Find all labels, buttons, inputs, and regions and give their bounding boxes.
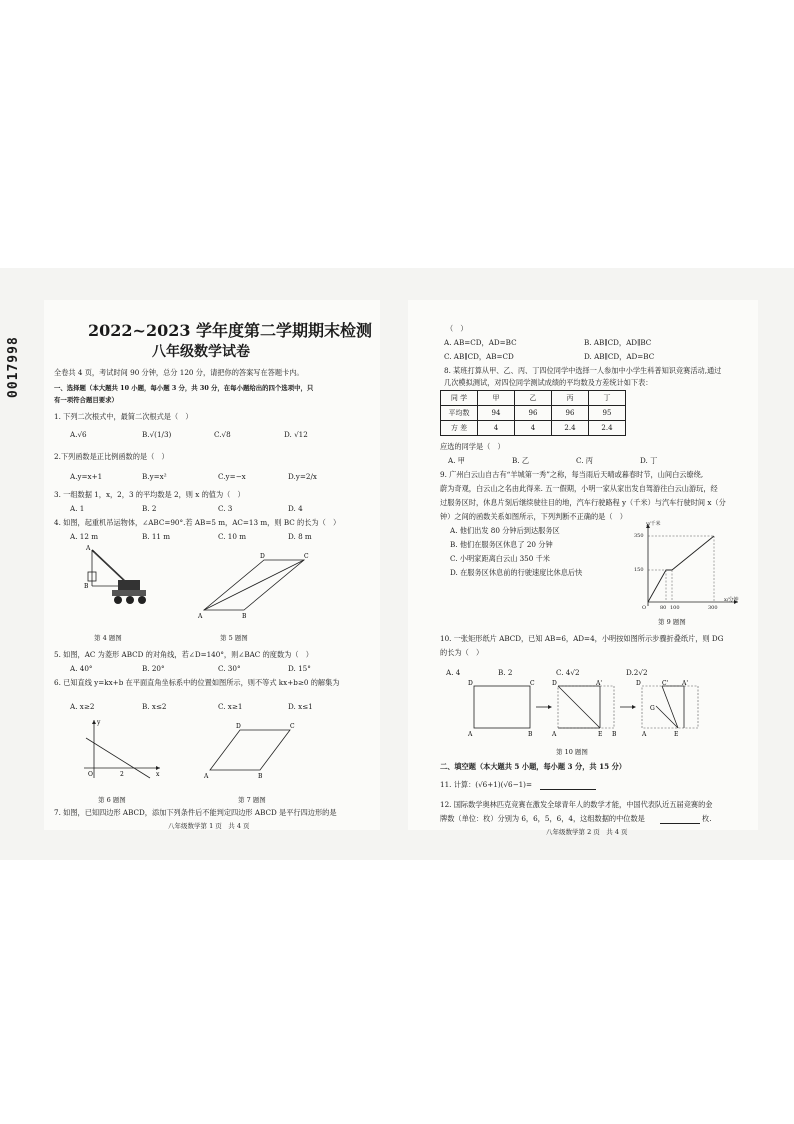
q7-option-d: D. AB∥CD，AD=BC bbox=[584, 352, 655, 361]
right-page-footer: 八年级数学第 2 页 共 4 页 bbox=[546, 828, 628, 836]
q10-stem: 10. 一张矩形纸片 ABCD，已知 AB=6，AD=4，小明按如图所示步骤折叠纸片，则 DG bbox=[440, 634, 724, 643]
table-row bbox=[441, 406, 626, 421]
q6-option-b: B. x≤2 bbox=[142, 702, 167, 711]
fig6-caption: 第 6 题图 bbox=[98, 796, 126, 804]
svg-text:B: B bbox=[242, 613, 247, 620]
table-cell: 96 bbox=[515, 406, 552, 421]
graph-x-tick-80: 80 bbox=[660, 605, 667, 611]
table-cell: 丙 bbox=[552, 391, 589, 406]
graph-x-tick-100: 100 bbox=[670, 605, 680, 611]
q6-stem: 6. 已知直线 y=kx+b 在平面直角坐标系中的位置如图所示，则不等式 kx+b≥0 的解集为 bbox=[54, 678, 340, 687]
svg-text:A: A bbox=[86, 545, 91, 552]
folding-steps-figure bbox=[466, 680, 736, 742]
q5-option-a: A. 40° bbox=[70, 664, 93, 673]
table-cell: 2.4 bbox=[552, 421, 589, 436]
q8-stem-3: 应选的同学是（ ） bbox=[440, 442, 505, 451]
q5-option-c: C. 30° bbox=[218, 664, 241, 673]
fig5-caption: 第 5 题图 bbox=[220, 634, 248, 642]
svg-text:B: B bbox=[528, 731, 533, 738]
q1-option-c: C.√8 bbox=[214, 430, 231, 439]
q3-option-d: D. 4 bbox=[288, 504, 303, 513]
q4-option-d: D. 8 m bbox=[288, 532, 312, 541]
svg-text:E: E bbox=[674, 731, 679, 738]
svg-text:C: C bbox=[530, 680, 535, 687]
q8-option-a: A. 甲 bbox=[448, 456, 465, 465]
graph-y-tick-350: 350 bbox=[634, 533, 644, 539]
line-graph-figure bbox=[80, 716, 164, 782]
svg-text:A': A' bbox=[682, 680, 688, 687]
q4-stem: 4. 如图，起重机吊运物体，∠ABC=90°.若 AB=5 m，AC=13 m，则 BC 的长为（ ） bbox=[54, 518, 341, 527]
q9-option-b: B. 他们在服务区休息了 20 分钟 bbox=[450, 540, 553, 549]
table-header-row bbox=[441, 391, 626, 406]
q6-option-c: C. x≥1 bbox=[218, 702, 243, 711]
table-cell: 方 差 bbox=[441, 421, 478, 436]
table-cell: 94 bbox=[478, 406, 515, 421]
q7-continuation: （ ） bbox=[446, 324, 468, 333]
svg-text:D: D bbox=[552, 680, 557, 687]
q10-option-a: A. 4 bbox=[446, 668, 461, 677]
table-cell: 平均数 bbox=[441, 406, 478, 421]
q2-option-b: B.y=x² bbox=[142, 472, 167, 481]
svg-text:O: O bbox=[88, 771, 93, 778]
q9-stem-2: 蔚为奇观，白云山之名由此得来. 五一假期，小明一家从家出发自驾游往白云山游玩，经 bbox=[440, 484, 718, 493]
table-cell: 2.4 bbox=[589, 421, 626, 436]
q8-option-d: D. 丁 bbox=[640, 456, 658, 465]
left-page-footer: 八年级数学第 1 页 共 4 页 bbox=[168, 822, 250, 830]
table-cell: 甲 bbox=[478, 391, 515, 406]
q9-option-d: D. 在服务区休息前的行驶速度比休息后快 bbox=[450, 568, 583, 577]
q6-option-d: D. x≤1 bbox=[288, 702, 313, 711]
q4-option-c: C. 10 m bbox=[218, 532, 247, 541]
score-stats-table bbox=[440, 390, 626, 436]
svg-text:D: D bbox=[236, 723, 241, 730]
graph-y-axis-label: y/千米 bbox=[646, 521, 661, 527]
q8-stem: 8. 某班打算从甲、乙、丙、丁四位同学中选择一人参加中小学生科普知识竞赛活动,通过 bbox=[444, 366, 722, 375]
table-cell: 4 bbox=[478, 421, 515, 436]
table-cell: 95 bbox=[589, 406, 626, 421]
q5-option-b: B. 20° bbox=[142, 664, 165, 673]
svg-text:B: B bbox=[612, 731, 617, 738]
q7-option-a: A. AB=CD，AD=BC bbox=[444, 338, 517, 347]
q10-option-c: C. 4√2 bbox=[556, 668, 580, 677]
svg-text:C': C' bbox=[662, 680, 669, 687]
table-row bbox=[441, 421, 626, 436]
table-cell: 4 bbox=[515, 421, 552, 436]
exam-title: 2022~2023 学年度第二学期期末检测 bbox=[88, 321, 373, 340]
q11-answer-blank bbox=[540, 789, 596, 790]
q2-option-d: D.y=2/x bbox=[288, 472, 317, 481]
q3-option-c: C. 3 bbox=[218, 504, 233, 513]
q12-text-2: 牌数（单位：枚）分别为 6，6，5，6，4，这组数据的中位数是 bbox=[440, 814, 645, 823]
q1-option-b: B.√(1/3) bbox=[142, 430, 172, 439]
q9-stem-3: 过服务区时，休息片刻后继续驶往目的地，汽车行驶路程 y（千米）与汽车行驶时间 x（分 bbox=[440, 498, 726, 507]
serial-number: 0017998 bbox=[6, 336, 21, 398]
crane-figure bbox=[82, 544, 152, 624]
q6-option-a: A. x≥2 bbox=[70, 702, 95, 711]
svg-text:x: x bbox=[156, 771, 160, 778]
graph-x-tick-300: 300 bbox=[708, 605, 718, 611]
q1-stem: 1. 下列二次根式中，最简二次根式是（ ） bbox=[54, 412, 193, 421]
q2-option-c: C.y=−x bbox=[218, 472, 246, 481]
q3-stem: 3. 一组数据 1，x，2，3 的平均数是 2，则 x 的值为（ ） bbox=[54, 490, 245, 499]
q9-option-a: A. 他们出发 80 分钟后到达服务区 bbox=[450, 526, 560, 535]
graph-y-tick-150: 150 bbox=[634, 567, 644, 573]
svg-text:C: C bbox=[304, 553, 309, 560]
table-cell: 丁 bbox=[589, 391, 626, 406]
left-page bbox=[44, 300, 380, 830]
q12-text: 12. 国际数学奥林匹克竞赛在激发全球青年人的数学才能，中国代表队近五届竞赛的金 bbox=[440, 800, 713, 809]
svg-text:D: D bbox=[260, 553, 265, 560]
q9-option-c: C. 小明家距离白云山 350 千米 bbox=[450, 554, 550, 563]
q8-option-b: B. 乙 bbox=[512, 456, 530, 465]
q2-option-a: A.y=x+1 bbox=[70, 472, 103, 481]
svg-text:B: B bbox=[84, 583, 89, 590]
instructions: 全卷共 4 页，考试时间 90 分钟，总分 120 分，请把你的答案写在答题卡内。 bbox=[54, 368, 304, 377]
svg-text:A': A' bbox=[596, 680, 602, 687]
q4-option-a: A. 12 m bbox=[70, 532, 99, 541]
q5-stem: 5. 如图，AC 为菱形 ABCD 的对角线，若∠D=140°，则∠BAC 的度数为（ ） bbox=[54, 650, 313, 659]
graph-x-tick-origin: O bbox=[642, 605, 647, 611]
q8-option-c: C. 丙 bbox=[576, 456, 593, 465]
table-cell: 96 bbox=[552, 406, 589, 421]
svg-text:B: B bbox=[258, 773, 263, 780]
fig4-caption: 第 4 题图 bbox=[94, 634, 122, 642]
fig7-caption: 第 7 题图 bbox=[238, 796, 266, 804]
q5-option-d: D. 15° bbox=[288, 664, 311, 673]
q7-option-c: C. AB∥CD，AB=CD bbox=[444, 352, 514, 361]
q9-stem: 9. 广州白云山自古有“羊城第一秀”之称，每当雨后天晴或暮春时节，山间白云缭绕, bbox=[440, 470, 704, 479]
svg-text:E: E bbox=[598, 731, 603, 738]
svg-text:D: D bbox=[636, 680, 641, 687]
svg-text:A: A bbox=[468, 731, 473, 738]
q9-stem-4: 钟）之间的函数关系如图所示，下列判断不正确的是（ ） bbox=[440, 512, 627, 521]
q1-option-a: A.√6 bbox=[70, 430, 87, 439]
q3-option-a: A. 1 bbox=[70, 504, 85, 513]
q12-unit: 枚. bbox=[702, 814, 712, 823]
q10-option-b: B. 2 bbox=[498, 668, 513, 677]
q4-option-b: B. 11 m bbox=[142, 532, 171, 541]
svg-text:2: 2 bbox=[120, 771, 124, 778]
q2-stem: 2.下列函数是正比例函数的是（ ） bbox=[54, 452, 169, 461]
svg-text:G: G bbox=[650, 705, 655, 712]
q12-answer-blank bbox=[660, 823, 700, 824]
fig10-caption: 第 10 题图 bbox=[556, 748, 588, 756]
svg-text:D: D bbox=[468, 680, 473, 687]
fig9-caption: 第 9 题图 bbox=[658, 618, 686, 626]
graph-x-axis-label: x/分钟 bbox=[724, 597, 739, 603]
svg-text:A: A bbox=[642, 731, 647, 738]
parallelogram-figure bbox=[200, 720, 310, 780]
q10-option-d: D.2√2 bbox=[626, 668, 648, 677]
svg-text:A: A bbox=[204, 773, 209, 780]
table-cell: 乙 bbox=[515, 391, 552, 406]
svg-text:C: C bbox=[290, 723, 295, 730]
right-page bbox=[408, 300, 758, 836]
q7-option-b: B. AB∥CD，AD∥BC bbox=[584, 338, 652, 347]
table-cell: 同 学 bbox=[441, 391, 478, 406]
rhombus-figure bbox=[194, 550, 324, 620]
svg-text:y: y bbox=[97, 719, 101, 726]
q10-stem-2: 的长为（ ） bbox=[440, 648, 484, 657]
q7-stem: 7. 如图，已知四边形 ABCD，添加下列条件后不能判定四边形 ABCD 是平行四边形的是 bbox=[54, 808, 337, 817]
section2-header: 二、填空题（本大题共 5 小题，每小题 3 分，共 15 分） bbox=[440, 762, 626, 771]
section1-header: 一、选择题（本大题共 10 小题，每小题 3 分，共 30 分，在每小题给出的四个选项中，只 bbox=[54, 384, 314, 392]
svg-text:A: A bbox=[198, 613, 203, 620]
q1-option-d: D. √12 bbox=[284, 430, 308, 439]
section1-header-2: 有一项符合题目要求） bbox=[54, 396, 118, 404]
svg-text:A: A bbox=[552, 731, 557, 738]
q11-text: 11. 计算：(√6+1)(√6−1)= bbox=[440, 780, 533, 789]
q8-stem-2: 几次模拟测试，对四位同学测试成绩的平均数及方差统计如下表： bbox=[444, 378, 653, 387]
q3-option-b: B. 2 bbox=[142, 504, 157, 513]
exam-subtitle: 八年级数学试卷 bbox=[152, 344, 250, 360]
